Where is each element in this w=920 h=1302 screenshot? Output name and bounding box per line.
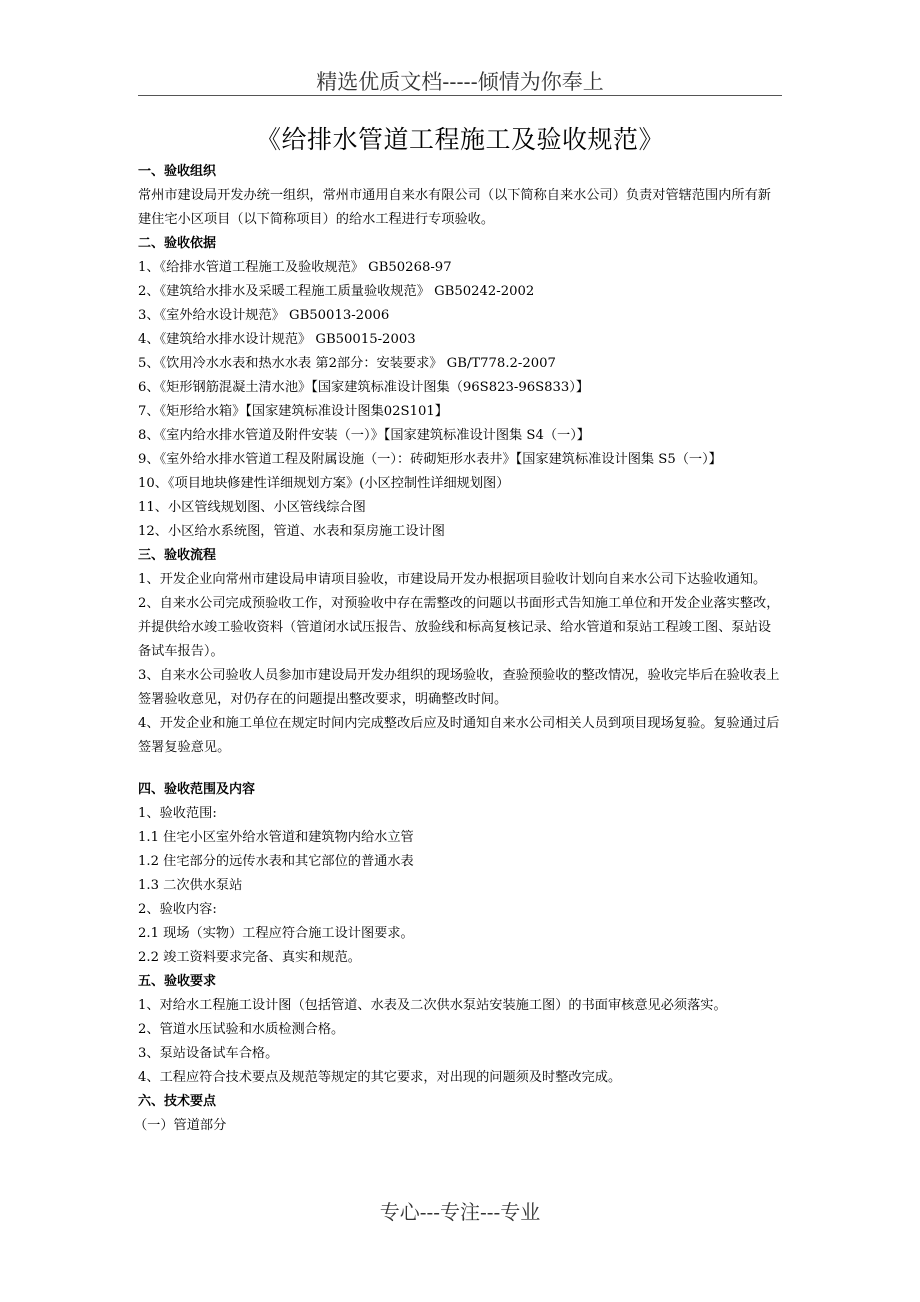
basis-item: 9、《室外给水排水管道工程及附属设施（一）：砖砌矩形水表井》【国家建筑标准设计图集 S5（一）】 — [138, 452, 722, 467]
scope-item: 2.1 现场（实物）工程应符合施工设计图要求。 — [138, 926, 414, 941]
document-body — [134, 160, 784, 1138]
scope-item: 1.2 住宅部分的远传水表和其它部位的普通水表 — [138, 854, 414, 869]
scope-item: 1.3 二次供水泵站 — [138, 878, 243, 893]
section-heading-2: 二、验收依据 — [138, 236, 217, 251]
basis-item: 3、《室外给水设计规范》 GB50013-2006 — [138, 308, 390, 323]
page-header: 精选优质文档-----倾情为你奉上 — [316, 70, 604, 94]
section-text-1: 常州市建设局开发办统一组织，常州市通用自来水有限公司（以下简称自来水公司）负责对管辖范围内所有新建住宅小区项目（以下简称项目）的给水工程进行专项验收。 — [138, 188, 771, 227]
scope-item: 2、验收内容: — [138, 902, 217, 917]
requirement-item: 1、对给水工程施工设计图（包括管道、水表及二次供水泵站安装施工图）的书面审核意见必须落实。 — [138, 998, 727, 1013]
basis-item: 7、《矩形给水箱》【国家建筑标准设计图集02S101】 — [138, 404, 448, 419]
section-spacer — [138, 760, 784, 778]
tech-item: （一）管道部分 — [134, 1118, 227, 1133]
requirement-item: 2、管道水压试验和水质检测合格。 — [138, 1022, 345, 1037]
process-item: 3、自来水公司验收人员参加市建设局开发办组织的现场验收，查验预验收的整改情况，验收完毕后在验收表上签署验收意见，对仍存在的问题提出整改要求，明确整改时间。 — [138, 668, 780, 707]
section-heading-3: 三、验收流程 — [138, 548, 217, 563]
page-footer: 专心---专注---专业 — [379, 1200, 541, 1224]
basis-item: 8、《室内给水排水管道及附件安装（一）》【国家建筑标准设计图集 S4（一）】 — [138, 428, 590, 443]
process-item: 4、开发企业和施工单位在规定时间内完成整改后应及时通知自来水公司相关人员到项目现场复验。复验通过后签署复验意见。 — [138, 716, 780, 755]
section-heading-1: 一、验收组织 — [138, 164, 217, 179]
section-heading-4: 四、验收范围及内容 — [138, 782, 256, 797]
basis-item: 10、《项目地块修建性详细规划方案》(小区控制性详细规划图） — [138, 476, 510, 491]
process-item: 1、开发企业向常州市建设局申请项目验收，市建设局开发办根据项目验收计划向自来水公司下达验收通知。 — [138, 572, 767, 587]
requirement-item: 3、泵站设备试车合格。 — [138, 1046, 279, 1061]
scope-item: 2.2 竣工资料要求完备、真实和规范。 — [138, 950, 361, 965]
header-divider — [138, 95, 782, 96]
document-title: 《给排水管道工程施工及验收规范》 — [255, 125, 664, 154]
basis-item: 12、小区给水系统图，管道、水表和泵房施工设计图 — [138, 524, 445, 539]
basis-item: 4、《建筑给水排水设计规范》 GB50015-2003 — [138, 332, 416, 347]
basis-item: 1、《给排水管道工程施工及验收规范》 GB50268-97 — [138, 260, 452, 275]
requirement-item: 4、工程应符合技术要点及规范等规定的其它要求，对出现的问题须及时整改完成。 — [138, 1070, 622, 1085]
scope-item: 1、验收范围: — [138, 806, 217, 821]
section-heading-5: 五、验收要求 — [138, 974, 217, 989]
basis-item: 2、《建筑给水排水及采暖工程施工质量验收规范》 GB50242-2002 — [138, 284, 535, 299]
basis-item: 6、《矩形钢筋混凝土清水池》【国家建筑标准设计图集（96S823-96S833）】 — [138, 380, 590, 395]
process-item: 2、自来水公司完成预验收工作，对预验收中存在需整改的问题以书面形式告知施工单位和开发企业落实整改，并提供给水竣工验收资料（管道闭水试压报告、放验线和标高复核记录、给水管道和泵站工程竣工图、泵站设备试车报告）。 — [138, 596, 780, 659]
section-heading-6: 六、技术要点 — [138, 1094, 217, 1109]
basis-item: 11、小区管线规划图、小区管线综合图 — [138, 500, 366, 515]
scope-item: 1.1 住宅小区室外给水管道和建筑物内给水立管 — [138, 830, 414, 845]
basis-item: 5、《饮用冷水水表和热水水表 第2部分：安装要求》 GB/T778.2-2007 — [138, 356, 556, 371]
